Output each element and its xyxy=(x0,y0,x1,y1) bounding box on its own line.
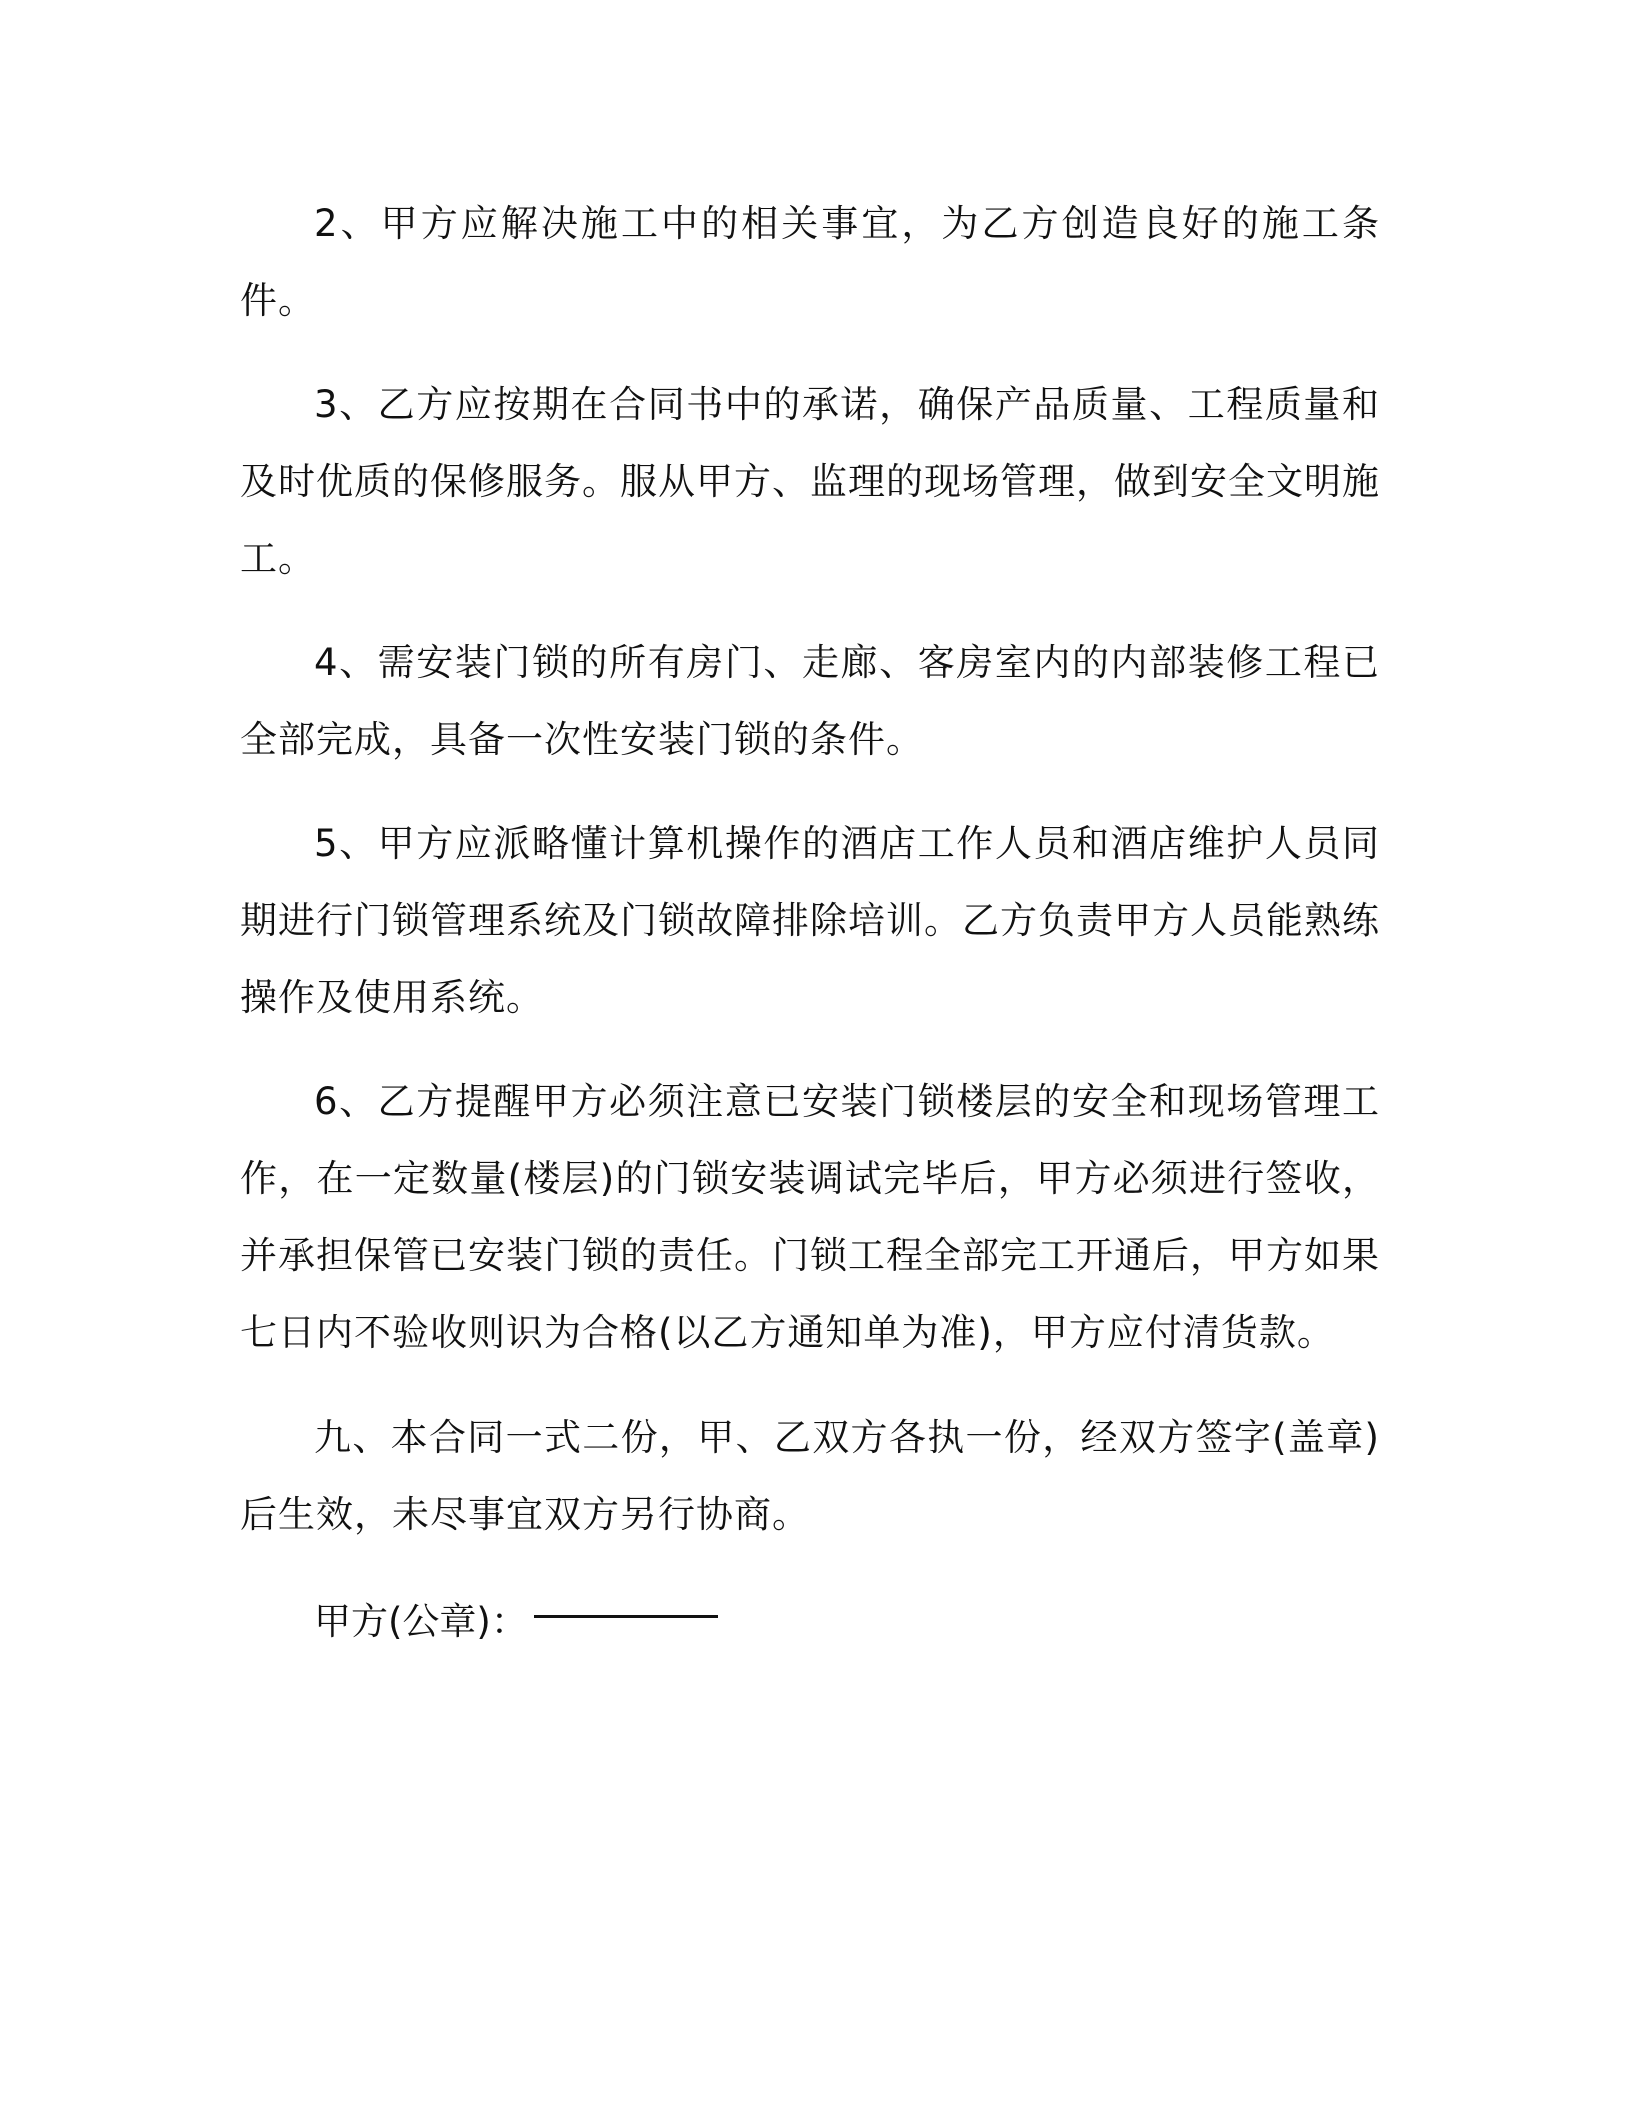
party-a-seal-line xyxy=(240,1583,1380,1660)
clause-4: 4、需安装门锁的所有房门、走廊、客房室内的内部装修工程已全部完成，具备一次性安装门锁的条件。 xyxy=(240,641,1380,761)
clause-2: 2、甲方应解决施工中的相关事宜，为乙方创造良好的施工条件。 xyxy=(240,202,1380,322)
clause-3: 3、乙方应按期在合同书中的承诺，确保产品质量、工程质量和及时优质的保修服务。服从甲方、监理的现场管理，做到安全文明施工。 xyxy=(240,383,1380,580)
clause-5: 5、甲方应派略懂计算机操作的酒店工作人员和酒店维护人员同期进行门锁管理系统及门锁故障排除培训。乙方负责甲方人员能熟练操作及使用系统。 xyxy=(240,822,1380,1019)
signature-blank xyxy=(534,1615,718,1618)
clause-6: 6、乙方提醒甲方必须注意已安装门锁楼层的安全和现场管理工作，在一定数量(楼层)的门锁安装调试完毕后，甲方必须进行签收，并承担保管已安装门锁的责任。门锁工程全部完工开通后，甲方如果七日内不验收则识为合格(以乙方通知单为准)，甲方应付清货款。 xyxy=(240,1080,1380,1354)
party-a-seal-label: 甲方(公章)： xyxy=(314,1600,528,1643)
document-body xyxy=(240,185,1380,1660)
clause-nine: 九、本合同一式二份，甲、乙双方各执一份，经双方签字(盖章)后生效，未尽事宜双方另行协商。 xyxy=(240,1416,1380,1536)
